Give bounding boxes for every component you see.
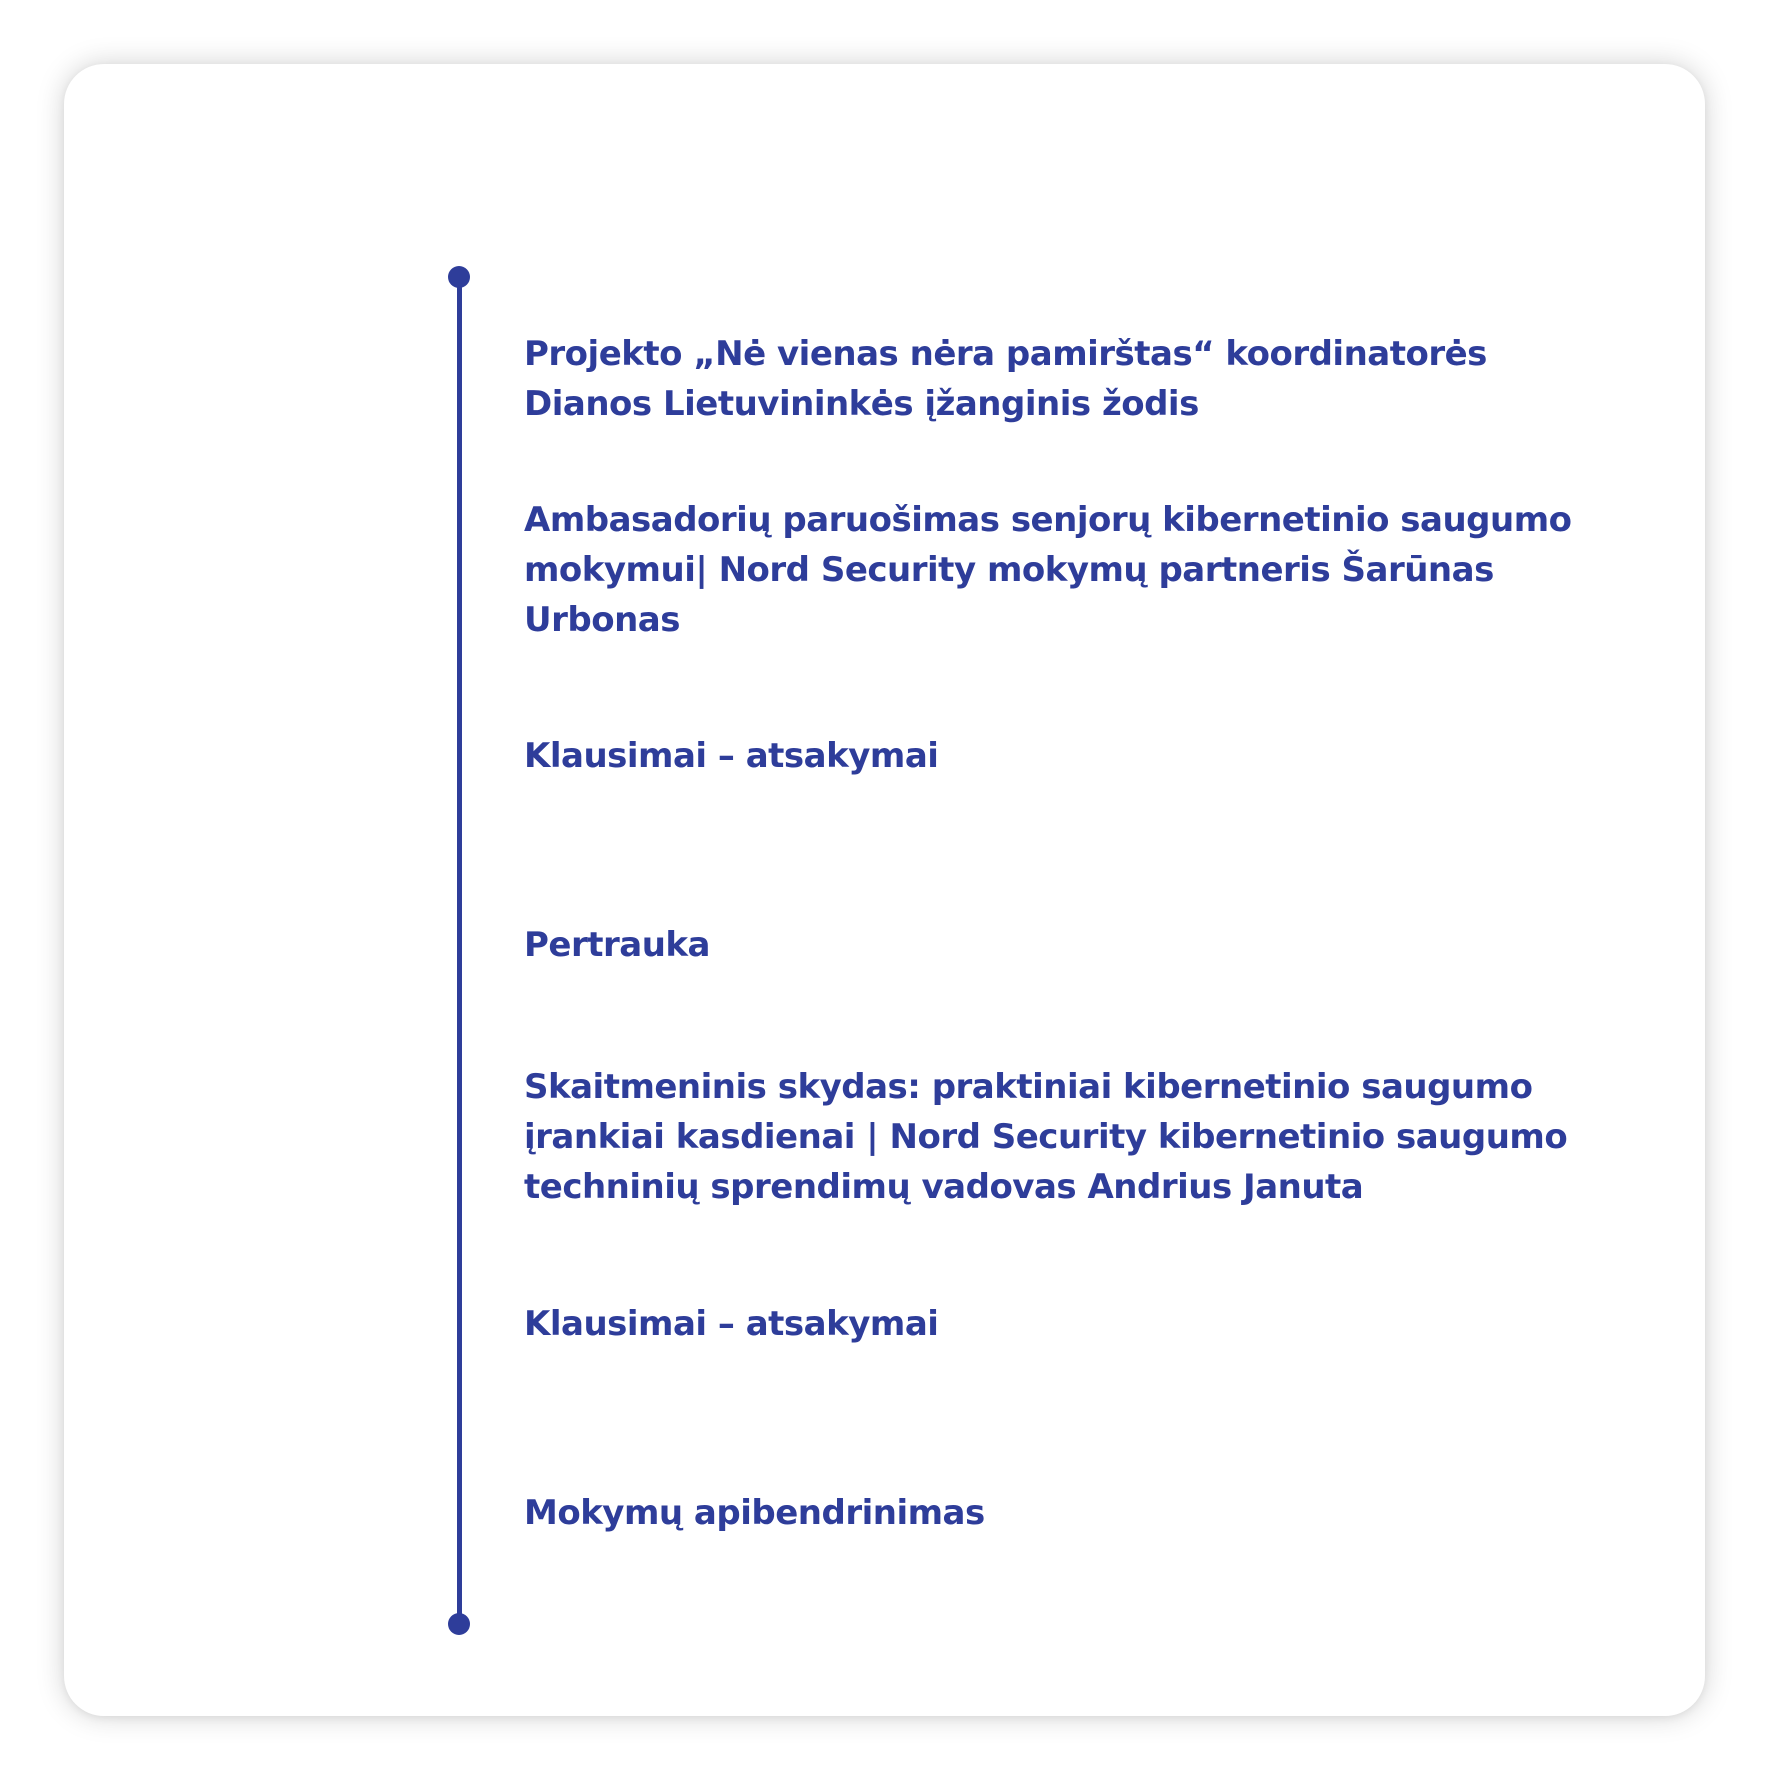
agenda-item-ambassador-training: Ambasadorių paruošimas senjorų kibernetinio saugumo mokymui| Nord Security mokymų partneris Šarūnas Urbonas [524,500,1572,640]
timeline-start-dot [448,266,470,288]
timeline-end-dot [448,1613,470,1635]
agenda-item-digital-shield: Skaitmeninis skydas: praktiniai kibernetinio saugumo įrankiai kasdienai | Nord Security kibernetinio saugumo techninių sprendimų vadovas Andrius Januta [524,1067,1568,1207]
agenda-card [64,64,1705,1716]
agenda-item-qa-2: Klausimai – atsakymai [524,1304,939,1344]
agenda-item-opening: Projekto „Nė vienas nėra pamirštas“ koordinatorės Dianos Lietuvininkės įžanginis žodis [524,334,1487,424]
agenda-item-summary: Mokymų apibendrinimas [524,1493,985,1533]
timeline-line [457,277,462,1624]
agenda-item-break: Pertrauka [524,925,710,965]
agenda-item-qa-1: Klausimai – atsakymai [524,736,939,776]
